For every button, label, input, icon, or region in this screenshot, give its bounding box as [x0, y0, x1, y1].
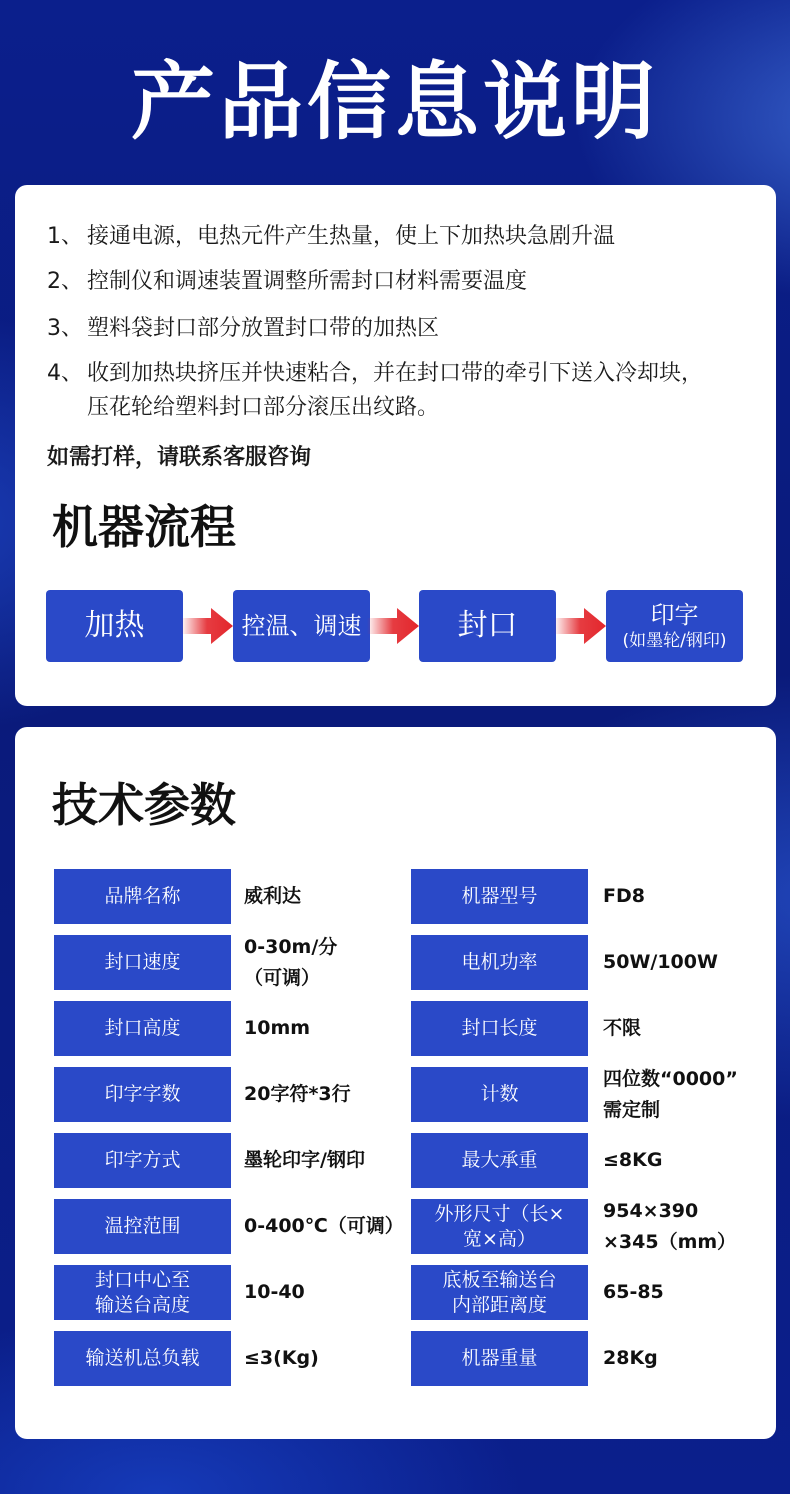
spec-label-line: 印字方式: [104, 1149, 181, 1171]
spec-label: [411, 1067, 588, 1122]
spec-value-line: （可调）: [244, 966, 321, 989]
spec-value-line: 威利达: [244, 885, 302, 907]
spec-value: [603, 1067, 768, 1122]
spec-label-line: 封口长度: [461, 1017, 538, 1039]
spec-value: [244, 1331, 404, 1386]
process-step-heating: [46, 590, 183, 662]
process-step-label: 封口: [457, 608, 518, 643]
spec-label-line: 品牌名称: [104, 885, 181, 907]
spec-value-line: 10mm: [244, 1017, 311, 1039]
spec-label-line: 底板至输送台: [442, 1268, 557, 1291]
spec-label-line: 宽×高）: [463, 1227, 536, 1250]
spec-value-line: ≤3(Kg): [244, 1347, 319, 1369]
spec-value-line: 需定制: [603, 1098, 661, 1121]
specs-heading: 技术参数: [52, 778, 236, 832]
spec-label: [54, 1199, 231, 1254]
process-step-label: 加热: [84, 608, 145, 643]
spec-label: [54, 1001, 231, 1056]
spec-label-line: 温控范围: [104, 1215, 181, 1237]
page-title: 产品信息说明: [130, 53, 659, 151]
process-step-sublabel: (如墨轮/钢印): [622, 631, 727, 651]
process-step-temp-speed: [233, 590, 370, 662]
spec-label-line: 机器重量: [461, 1347, 538, 1369]
spec-value-line: 0-400℃（可调）: [244, 1215, 404, 1237]
spec-label-line: 内部距离度: [451, 1293, 547, 1316]
process-step-label: 控温、调速: [241, 612, 362, 640]
spec-value: [244, 869, 404, 924]
consult-note: 如需打样，请联系客服咨询: [47, 445, 312, 470]
spec-value-line: 10-40: [244, 1281, 305, 1303]
step-text: 控制仪和调速装置调整所需封口材料需要温度: [87, 269, 528, 294]
spec-label: [54, 935, 231, 990]
spec-label: [54, 869, 231, 924]
arrow-right-icon: [554, 606, 608, 646]
spec-value-line: 0-30m/分: [244, 935, 338, 958]
spec-label: [411, 869, 588, 924]
spec-label: [411, 935, 588, 990]
spec-label: [54, 1331, 231, 1386]
spec-value: [603, 1133, 768, 1188]
spec-value: [244, 1199, 404, 1254]
step-text: 塑料袋封口部分放置封口带的加热区: [87, 316, 440, 341]
process-step-printing: [606, 590, 743, 662]
process-step-sealing: [419, 590, 556, 662]
spec-value: [603, 1265, 768, 1320]
spec-label-line: 电机功率: [461, 951, 538, 973]
spec-value: [244, 935, 404, 990]
step-text: 收到加热块挤压并快速粘合，并在封口带的牵引下送入冷却块，: [87, 361, 704, 386]
spec-label: [54, 1067, 231, 1122]
spec-label-line: 封口速度: [104, 951, 181, 973]
spec-label-line: 印字字数: [104, 1083, 181, 1105]
spec-value-line: 954×390: [603, 1199, 699, 1222]
spec-value: [603, 1199, 768, 1254]
spec-value-line: 28Kg: [603, 1347, 658, 1369]
spec-label: [411, 1331, 588, 1386]
spec-label: [54, 1133, 231, 1188]
spec-label: [411, 1001, 588, 1056]
spec-value-line: 四位数“0000”: [603, 1067, 738, 1090]
spec-value: [603, 1331, 768, 1386]
step-text: 接通电源，电热元件产生热量，使上下加热块急剧升温: [87, 224, 616, 249]
arrow-right-icon: [181, 606, 235, 646]
spec-value: [603, 869, 768, 924]
spec-value: [244, 1133, 404, 1188]
spec-value-line: 20字符*3行: [244, 1083, 351, 1105]
spec-label: [411, 1133, 588, 1188]
spec-label-line: 封口中心至: [94, 1268, 190, 1291]
spec-value-line: 不限: [603, 1017, 642, 1039]
spec-value-line: 50W/100W: [603, 951, 718, 973]
process-step-label: 印字: [650, 601, 699, 629]
spec-value: [603, 935, 768, 990]
step-number: 2、: [47, 269, 83, 294]
spec-label-line: 机器型号: [461, 885, 538, 907]
spec-label-line: 封口高度: [104, 1017, 181, 1039]
step-number: 3、: [47, 316, 83, 341]
spec-value-line: FD8: [603, 885, 645, 907]
spec-value-line: 65-85: [603, 1281, 664, 1303]
spec-label: [411, 1265, 588, 1320]
spec-value: [244, 1001, 404, 1056]
spec-value: [603, 1001, 768, 1056]
process-heading: 机器流程: [52, 500, 236, 554]
spec-label-line: 计数: [480, 1083, 519, 1105]
spec-label: [411, 1199, 588, 1254]
spec-value-line: ≤8KG: [603, 1149, 663, 1171]
step-number: 4、: [47, 361, 83, 386]
step-number: 1、: [47, 224, 83, 249]
spec-value: [244, 1265, 404, 1320]
spec-label-line: 输送机总负载: [85, 1347, 200, 1369]
spec-label-line: 输送台高度: [94, 1293, 190, 1316]
arrow-right-icon: [367, 606, 421, 646]
spec-label-line: 外形尺寸（长×: [434, 1202, 565, 1225]
spec-label-line: 最大承重: [461, 1149, 538, 1171]
spec-label: [54, 1265, 231, 1320]
step-text: 压花轮给塑料封口部分滚压出纹路。: [87, 395, 440, 420]
spec-value-line: ×345（mm）: [603, 1230, 737, 1253]
spec-value: [244, 1067, 404, 1122]
spec-value-line: 墨轮印字/钢印: [244, 1149, 365, 1171]
